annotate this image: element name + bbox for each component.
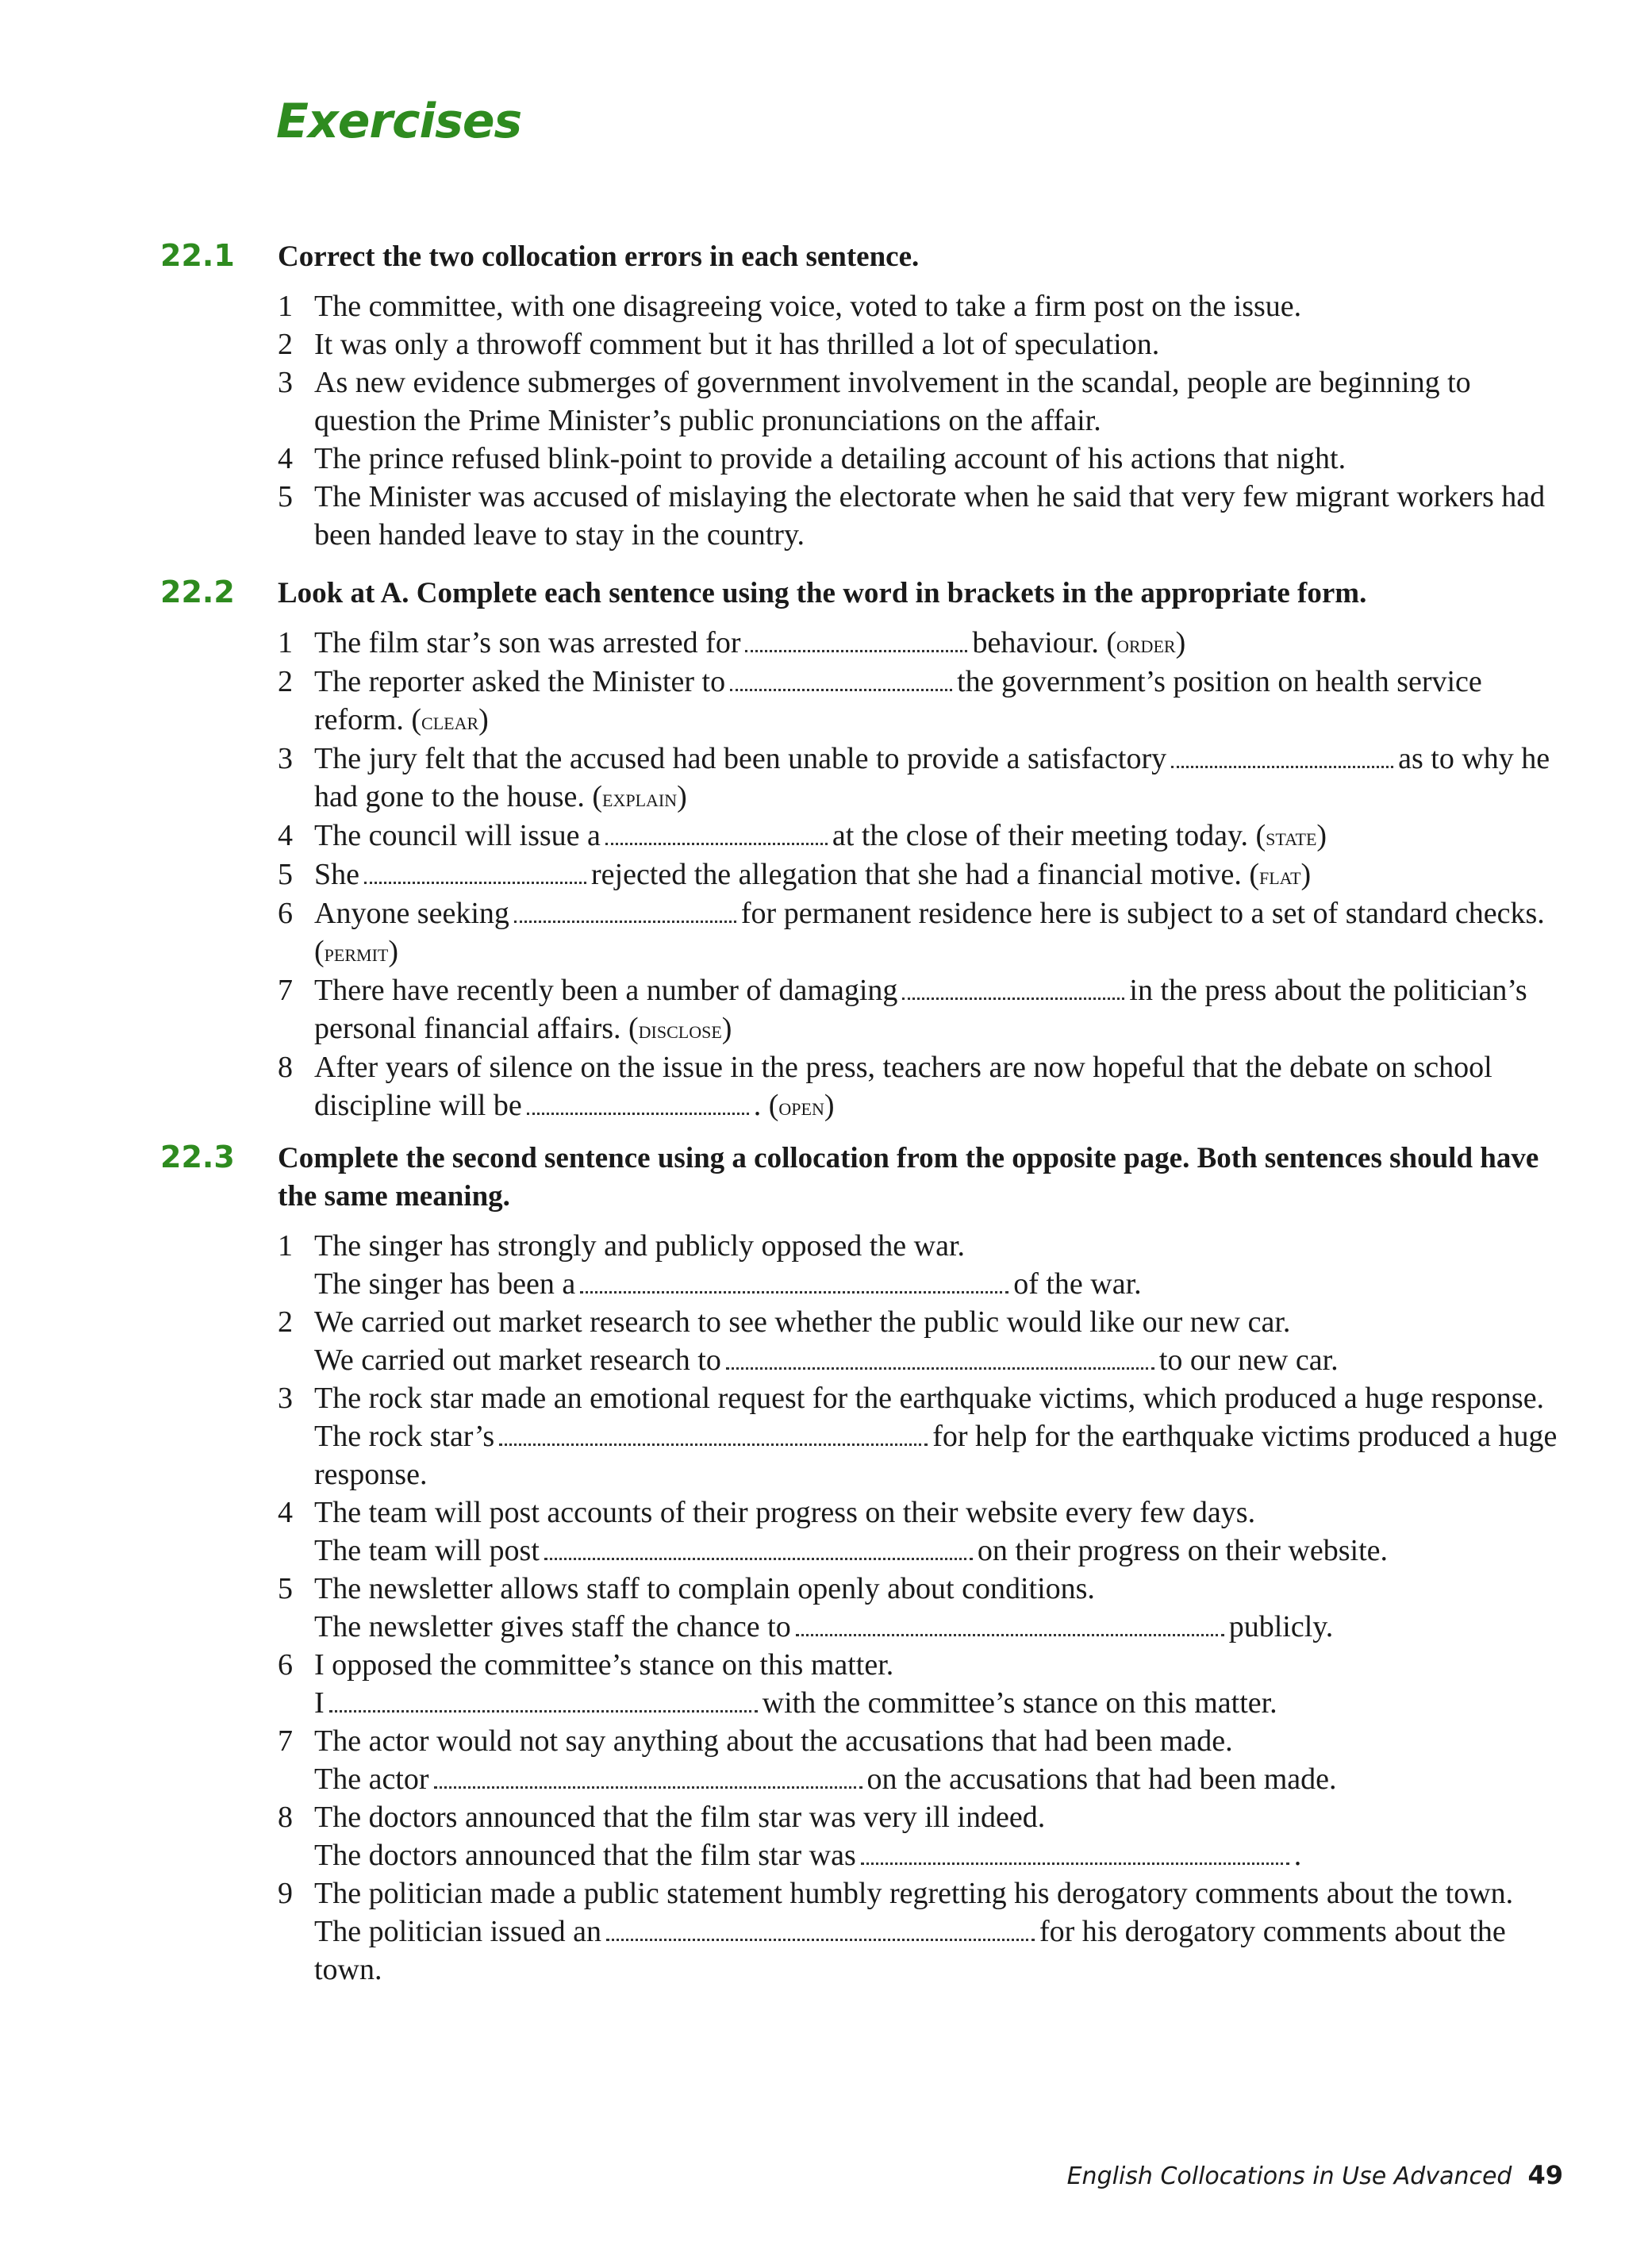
prompt-word: order (1116, 629, 1176, 658)
item-number: 3 (278, 742, 293, 775)
list-item (278, 287, 1563, 325)
answer-blank[interactable] (364, 882, 586, 884)
target-sentence: The team will post on their progress on their website. (314, 1534, 1388, 1567)
item-text: The Minister was accused of mislaying the electorate when he said that very few migrant workers had been handed leave to stay in the country. (314, 480, 1546, 552)
answer-blank[interactable] (605, 843, 828, 845)
answer-blank[interactable] (902, 998, 1124, 1000)
item-text: The committee, with one disagreeing voice, voted to take a firm post on the issue. (314, 290, 1302, 323)
exercise-number: 22.1 (160, 238, 235, 273)
list-item (278, 1570, 1563, 1646)
answer-blank[interactable] (861, 1862, 1289, 1865)
answer-blank[interactable] (745, 650, 967, 652)
book-title: English Collocations in Use Advanced (1066, 2162, 1512, 2190)
answer-blank[interactable] (434, 1786, 862, 1789)
list-item: 6 Anyone seeking for permanent residence here is subject to a set of standard checks. (permit) (278, 894, 1563, 971)
item-number: 1 (278, 1229, 293, 1263)
answer-blank[interactable] (580, 1291, 1008, 1294)
item-number: 1 (278, 290, 293, 323)
prompt-word: clear (421, 706, 479, 735)
item-number: 3 (278, 1382, 293, 1415)
target-sentence: The newsletter gives staff the chance to publicly. (314, 1610, 1334, 1643)
list-item (278, 1303, 1563, 1379)
list-item: 7 There have recently been a number of damaging in the press about the politician’s personal financial affairs. (disclose) (278, 971, 1563, 1048)
source-sentence: The actor would not say anything about the accusations that had been made. (314, 1724, 1233, 1758)
list-item (278, 478, 1563, 554)
target-sentence: We carried out market research to to our new car. (314, 1344, 1339, 1377)
page-footer (1067, 2160, 1563, 2190)
item-number: 4 (278, 442, 293, 475)
item-number: 8 (278, 1051, 293, 1084)
source-sentence: The singer has strongly and publicly opposed the war. (314, 1229, 966, 1263)
target-sentence: The actor on the accusations that had been made. (314, 1763, 1337, 1796)
prompt-word: flat (1258, 861, 1301, 890)
list-item (278, 1874, 1563, 1989)
list-item: 8 After years of silence on the issue in the press, teachers are now hopeful that the debate on school discipline will be . (open) (278, 1048, 1563, 1125)
prompt-word: state (1266, 822, 1317, 851)
item-number: 1 (278, 626, 293, 659)
source-sentence: The newsletter allows staff to complain openly about conditions. (314, 1572, 1095, 1605)
item-text: The prince refused blink-point to provide a detailing account of his actions that night. (314, 442, 1346, 475)
item-number: 2 (278, 665, 293, 698)
item-text: As new evidence submerges of government involvement in the scandal, people are beginning to question the Prime Minister’s public pronunciations on the affair. (314, 366, 1471, 437)
item-number: 5 (278, 858, 293, 891)
item-number: 2 (278, 1305, 293, 1339)
item-number: 3 (278, 366, 293, 399)
answer-blank[interactable] (329, 1710, 758, 1713)
item-number: 7 (278, 974, 293, 1007)
source-sentence: We carried out market research to see whether the public would like our new car. (314, 1305, 1291, 1339)
list-item: 3 The jury felt that the accused had been unable to provide a satisfactory as to why he had gone to the house. (explain) (278, 740, 1563, 817)
list-item (278, 1379, 1563, 1493)
list-item: 4 The council will issue a at the close of their meeting today. (state) (278, 817, 1563, 855)
source-sentence: The team will post accounts of their progress on their website every few days. (314, 1496, 1256, 1529)
target-sentence: The politician issued an for his derogatory comments about the town. (314, 1915, 1506, 1986)
answer-blank[interactable] (726, 1367, 1154, 1370)
list-item (278, 1722, 1563, 1798)
exercise-number: 22.2 (160, 575, 235, 609)
list-item: 5 She rejected the allegation that she had a financial motive. (flat) (278, 855, 1563, 894)
exercise-items (278, 624, 1563, 1125)
list-item (278, 1798, 1563, 1874)
prompt-word: permit (324, 938, 389, 967)
source-sentence: The rock star made an emotional request for the earthquake victims, which produced a huge response. (314, 1382, 1545, 1415)
prompt-word: disclose (638, 1015, 722, 1044)
exercise-instruction: Correct the two collocation errors in each sentence. (278, 240, 920, 273)
item-number: 6 (278, 897, 293, 930)
item-number: 5 (278, 480, 293, 513)
answer-blank[interactable] (1171, 766, 1393, 768)
prompt-word: open (778, 1092, 824, 1121)
list-item (278, 1493, 1563, 1570)
item-number: 4 (278, 819, 293, 852)
answer-blank[interactable] (544, 1558, 973, 1560)
answer-blank[interactable] (514, 921, 736, 923)
list-item (278, 440, 1563, 478)
target-sentence: The doctors announced that the film star was . (314, 1839, 1302, 1872)
target-sentence: The singer has been a of the war. (314, 1267, 1142, 1301)
list-item (278, 1646, 1563, 1722)
source-sentence: The politician made a public statement humbly regretting his derogatory comments about the town. (314, 1877, 1514, 1910)
list-item (278, 325, 1563, 363)
item-number: 2 (278, 328, 293, 361)
source-sentence: The doctors announced that the film star was very ill indeed. (314, 1801, 1046, 1834)
exercise-instruction: Look at A. Complete each sentence using the word in brackets in the appropriate form. (278, 577, 1367, 609)
item-number: 7 (278, 1724, 293, 1758)
answer-blank[interactable] (730, 689, 952, 691)
list-item (278, 363, 1563, 440)
exercise-items (278, 287, 1563, 554)
exercise-instruction: Complete the second sentence using a collocation from the opposite page. Both sentences should have the same meaning. (278, 1142, 1539, 1213)
item-number: 4 (278, 1496, 293, 1529)
list-item (278, 1227, 1563, 1303)
item-text: It was only a throwoff comment but it has thrilled a lot of speculation. (314, 328, 1160, 361)
list-item: 1 The film star’s son was arrested for behaviour. (order) (278, 624, 1563, 663)
answer-blank[interactable] (606, 1939, 1035, 1941)
exercise-number: 22.3 (160, 1140, 235, 1174)
item-number: 5 (278, 1572, 293, 1605)
page-number: 49 (1527, 2160, 1563, 2190)
item-number: 6 (278, 1648, 293, 1682)
list-item: 2 The reporter asked the Minister to the government’s position on health service reform. (clear) (278, 663, 1563, 740)
answer-blank[interactable] (796, 1634, 1224, 1636)
page-title: Exercises (276, 94, 522, 149)
target-sentence: The rock star’s for help for the earthquake victims produced a huge response. (314, 1420, 1558, 1491)
target-sentence: I with the committee’s stance on this matter. (314, 1686, 1277, 1720)
answer-blank[interactable] (527, 1113, 749, 1115)
item-number: 8 (278, 1801, 293, 1834)
prompt-word: explain (602, 783, 678, 812)
item-number: 9 (278, 1877, 293, 1910)
answer-blank[interactable] (499, 1443, 928, 1446)
exercise-items (278, 1227, 1563, 1989)
source-sentence: I opposed the committee’s stance on this matter. (314, 1648, 894, 1682)
